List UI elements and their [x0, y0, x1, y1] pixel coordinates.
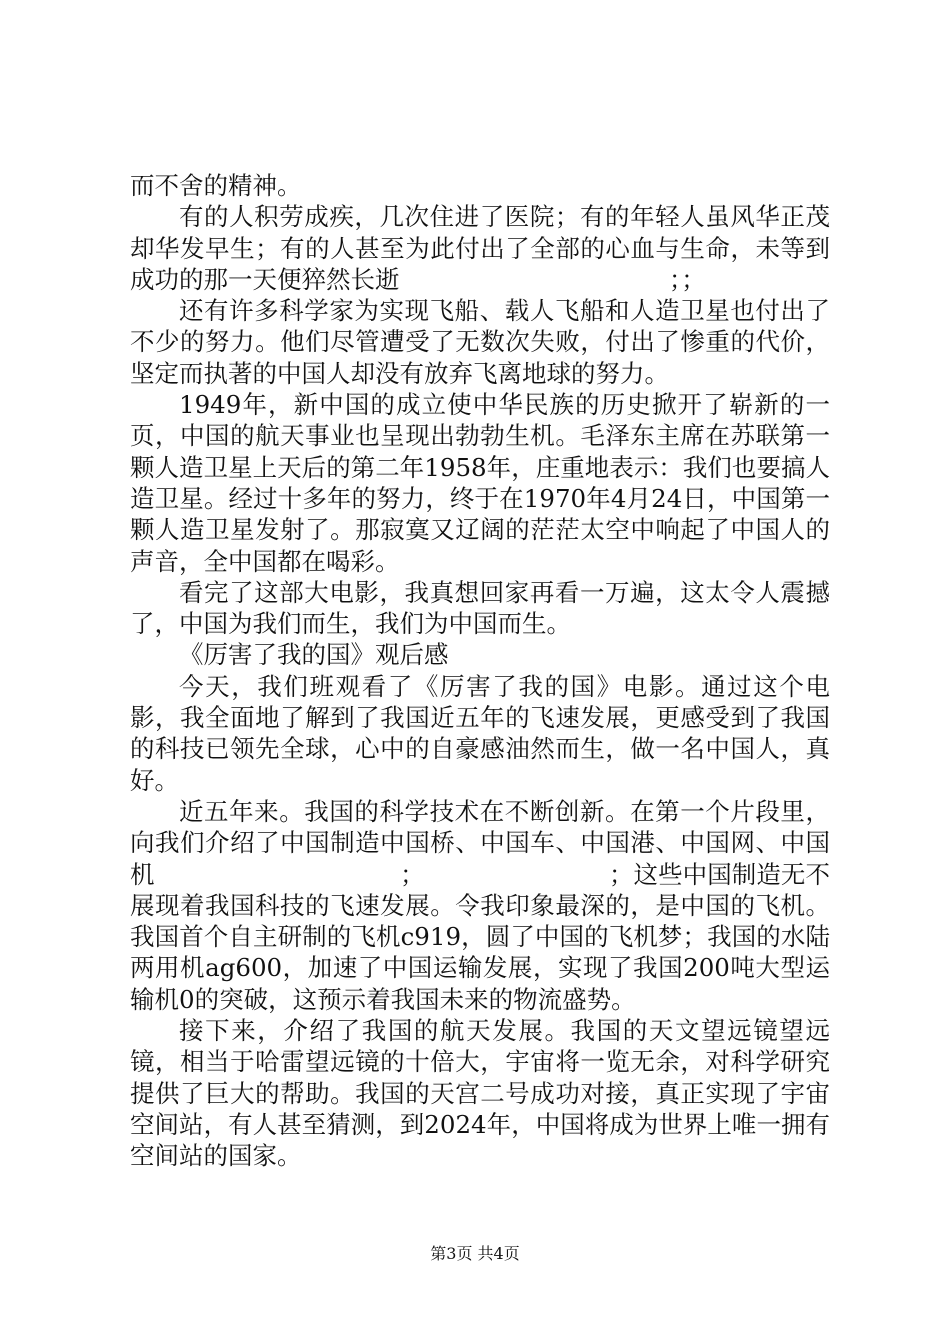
paragraph-1: 而不舍的精神。	[130, 171, 302, 200]
paragraph-5: 看完了这部大电影，我真想回家再看一万遍，这太令人震撼了，中国为我们而生，我们为中国而生。	[130, 577, 830, 639]
paragraph-2: 有的人积劳成疾，几次住进了医院；有的年轻人虽风华正茂却华发早生；有的人甚至为此付出了全部的心血与生命，未等到成功的那一天便猝然长逝 ；；	[130, 202, 830, 294]
section-title: 《厉害了我的国》观后感	[179, 640, 449, 670]
page-number-footer: 第3页 共4页	[430, 1244, 520, 1263]
document-body	[130, 170, 830, 1172]
paragraph-8: 接下来，介绍了我国的航天发展。我国的天文望远镜望远镜，相当于哈雷望远镜的十倍大，宇宙将一览无余，对科学研究提供了巨大的帮助。我国的天宫二号成功对接，真正实现了宇宙空间站，有人甚至猜测，到2024年，中国将成为世界上唯一拥有空间站的国家。	[130, 1016, 830, 1171]
paragraph-4: 1949年，新中国的成立使中华民族的历史掀开了崭新的一页，中国的航天事业也呈现出勃勃生机。毛泽东主席在苏联第一颗人造卫星上天后的第二年1958年，庄重地表示：我们也要搞人造卫星。经过十多年的努力，终于在1970年4月24日，中国第一颗人造卫星发射了。那寂寞又辽阔的茫茫太空中响起了中国人的声音，全中国都在喝彩。	[130, 390, 830, 576]
paragraph-6: 今天，我们班观看了《厉害了我的国》电影。通过这个电影，我全面地了解到了我国近五年的飞速发展，更感受到了我国的科技已领先全球，心中的自豪感油然而生，做一名中国人，真好。	[130, 671, 830, 795]
paragraph-3: 还有许多科学家为实现飞船、载人飞船和人造卫星也付出了不少的努力。他们尽管遭受了无数次失败，付出了惨重的代价，坚定而执著的中国人却没有放弃飞离地球的努力。	[130, 296, 830, 388]
paragraph-7: 近五年来。我国的科学技术在不断创新。在第一个片段里，向我们介绍了中国制造中国桥、中国车、中国港、中国网、中国机 ； ；这些中国制造无不展现着我国科技的飞速发展。令我印象最深的，是中国的飞机。我国首个自主研制的飞机c919，圆了中国的飞机梦；我国的水陆两用机ag600，加速了中国运输发展，实现了我国200吨大型运输机0的突破，这预示着我国未来的物流盛势。	[130, 796, 830, 1014]
